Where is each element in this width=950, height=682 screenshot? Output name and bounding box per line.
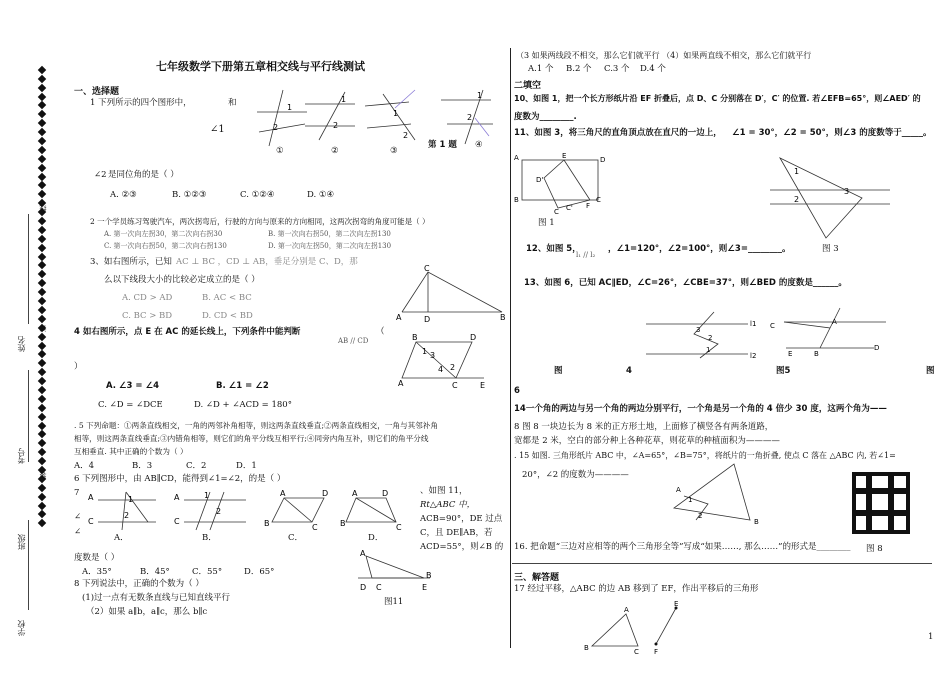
q16-text: 16. 把命题“三边对应相等的两个三角形全等”写成“如果……, 那么……”的形式是________ xyxy=(514,542,851,552)
q7-condition: Rt△ABC 中， xyxy=(420,500,476,510)
svg-text:2: 2 xyxy=(467,113,473,122)
q1-tail: 是同位角的是（ ） xyxy=(108,170,179,180)
svg-text:B: B xyxy=(754,518,759,526)
section-fill-heading: 二填空 xyxy=(514,81,542,91)
q7-angle-b: ∠ xyxy=(74,527,82,537)
svg-text:B: B xyxy=(426,571,432,580)
q4-option-a: A. ∠3 = ∠4 xyxy=(106,381,160,391)
q2-option-d: D. 第一次向左拐50，第二次向左拐130 xyxy=(268,242,392,250)
svg-text:2: 2 xyxy=(794,195,800,204)
q5-text3: 互相垂直. 其中正确的个数为（ ） xyxy=(74,447,188,456)
figure-8-caption: 图 8 xyxy=(866,544,883,554)
q7-num: 7 xyxy=(74,488,80,498)
svg-text:D: D xyxy=(470,333,477,342)
svg-text:2: 2 xyxy=(708,334,713,342)
svg-text:C: C xyxy=(88,517,94,526)
svg-text:A: A xyxy=(514,154,519,162)
svg-text:C: C xyxy=(312,523,318,532)
svg-text:1: 1 xyxy=(688,496,693,504)
svg-text:B: B xyxy=(412,333,418,342)
q8-option-c: C.3 个 xyxy=(604,64,630,74)
q1-fig-label-2: ② xyxy=(331,146,339,156)
class-label: 班级 xyxy=(17,534,26,550)
svg-text:E: E xyxy=(674,600,679,608)
svg-text:C: C xyxy=(424,264,430,273)
svg-text:l2: l2 xyxy=(750,352,757,360)
figure-8 xyxy=(852,472,910,534)
q6-figures xyxy=(86,488,406,532)
q6-label-d: D． xyxy=(368,533,384,543)
svg-text:D: D xyxy=(382,489,389,498)
q7-option-a: A．35° xyxy=(82,567,112,577)
svg-text:A: A xyxy=(174,493,180,502)
svg-text:C: C xyxy=(634,648,639,656)
q8-option-a: A.1 个 xyxy=(528,64,554,74)
q3-option-b: B. AC < BC xyxy=(202,293,252,303)
svg-text:C': C' xyxy=(566,204,573,212)
svg-text:2: 2 xyxy=(216,507,222,516)
q1-figures xyxy=(255,88,505,158)
q4-condition: AB // CD xyxy=(338,337,369,345)
q2-text: 2 一个学员练习驾驶汽车，两次拐弯后，行驶的方向与原来的方向相同，这两次拐弯的角度可能是（ ） xyxy=(90,217,430,226)
svg-text:2: 2 xyxy=(273,123,279,132)
svg-text:3: 3 xyxy=(696,326,701,334)
q1-fig-label-4: ④ xyxy=(475,140,483,150)
q2-option-b: B. 第一次向右拐50，第二次向左拐130 xyxy=(268,230,391,238)
q7-line3: ACD=55°，则∠B 的 xyxy=(420,542,504,552)
q5-option-d: D．1 xyxy=(236,461,257,471)
q4-paren-close: ） xyxy=(74,362,83,372)
q8-option-d: D.4 个 xyxy=(640,64,666,74)
figure-3 xyxy=(766,152,890,240)
q7-line2: C，且 DE∥AB，若 xyxy=(420,528,493,538)
svg-text:B: B xyxy=(814,350,819,358)
q11-condition: ∠1 = 30°，∠2 = 50°，则∠3 的度数等于_____。 xyxy=(732,128,932,138)
figure-15 xyxy=(666,462,766,528)
q2-option-a: A. 第一次向左拐30，第二次向右拐30 xyxy=(104,230,223,238)
q3-text: 3、如右图所示，已知 xyxy=(90,257,172,267)
seal-mark: 订 xyxy=(39,325,47,332)
q1-angle1: ∠1 xyxy=(210,124,225,135)
q5-text: . 5 下列命题：①两条直线相交，一角的两邻补角相等，则这两条直线垂直;②两条直线相交，一角与其邻补角 xyxy=(74,421,438,430)
svg-text:E: E xyxy=(788,350,793,358)
q1-fig-label-1: ① xyxy=(276,146,284,156)
q1-option-a: A. ②③ xyxy=(110,190,137,200)
q1-text: 1 下列所示的四个图形中， xyxy=(90,98,192,108)
q1-option-b: B. ①②③ xyxy=(172,190,207,200)
q3-option-c: C. BC > BD xyxy=(122,311,173,321)
q4-paren-open: （ xyxy=(376,327,385,337)
q3-option-a: A. CD > AD xyxy=(122,293,173,303)
svg-text:C: C xyxy=(554,208,559,216)
figure-caption-6: 6 xyxy=(514,386,520,396)
q7-option-c: C．55° xyxy=(192,567,223,577)
figure-caption-4-prefix: 图 xyxy=(554,366,563,376)
svg-text:A: A xyxy=(280,489,286,498)
figure-3-caption: 图 3 xyxy=(822,244,839,254)
q13-text: 13、如图 6，已知 AC∥ED，∠C=26°，∠CBE=37°，则∠BED 的度数是______。 xyxy=(524,278,847,288)
q6-label-a: A． xyxy=(114,533,129,543)
q3-option-d: D. CD < BD xyxy=(202,311,253,321)
svg-text:E: E xyxy=(422,583,428,592)
svg-text:1: 1 xyxy=(422,347,428,356)
svg-text:D: D xyxy=(874,344,880,352)
svg-text:A: A xyxy=(832,318,837,326)
svg-text:1: 1 xyxy=(393,109,399,118)
svg-text:D': D' xyxy=(536,176,544,184)
figure-5 xyxy=(644,310,762,360)
section-rule xyxy=(512,563,932,564)
q14-text: 14一个角的两边与另一个角的两边分别平行，一个角是另一个角的 4 倍少 30 度，这两个角为—— xyxy=(514,404,887,414)
q7-angle-a: ∠ xyxy=(74,512,82,522)
q1-angle2: ∠2 xyxy=(94,170,107,180)
q1-option-c: C. ①②④ xyxy=(240,190,275,200)
q1-option-d: D. ①④ xyxy=(307,190,335,200)
q12-text2: ，∠1=120°，∠2=100°，则∠3=________。 xyxy=(608,244,791,254)
q8-statement34: （3 如果两线段不相交，那么它们就平行 （4）如果两直线不相交，那么它们就平行 xyxy=(516,51,812,60)
svg-text:4: 4 xyxy=(438,365,444,374)
q17-text: 17 经过平移，△ABC 的边 AB 移到了 EF，作出平移后的三角形 xyxy=(514,584,759,594)
q1-and: 和 xyxy=(228,98,237,108)
column-divider xyxy=(510,48,511,648)
q11-text: 11、如图 3，将三角尺的直角顶点放在直尺的一边上， xyxy=(514,128,722,138)
q4-option-c: C. ∠D = ∠DCE xyxy=(98,400,163,410)
figure-caption-5: 图5 xyxy=(776,366,791,376)
svg-text:E: E xyxy=(562,152,567,160)
svg-text:D: D xyxy=(424,315,431,324)
svg-text:A: A xyxy=(624,606,629,614)
q4-option-b: B. ∠1 = ∠2 xyxy=(216,381,269,391)
q15-text: . 15 如图. 三角形纸片 ABC 中，∠A=65°，∠B=75°，将纸片的一角折叠, 使点 C 落在 △ABC 内, 若∠1= xyxy=(514,451,896,460)
svg-text:B: B xyxy=(514,196,519,204)
svg-text:D: D xyxy=(360,583,367,592)
svg-text:A: A xyxy=(676,486,681,494)
svg-text:B: B xyxy=(584,644,589,652)
q3-condition: AC ⊥ BC ，CD ⊥ AB，垂足分别是 C、D，那 xyxy=(176,257,358,267)
q8-statement1: (1)过一点有无数条直线与已知直线平行 xyxy=(82,593,231,603)
q7-option-d: D．65° xyxy=(244,567,275,577)
page-title: 七年级数学下册第五章相交线与平行线测试 xyxy=(156,60,365,73)
margin-line xyxy=(28,520,29,610)
margin-line xyxy=(28,214,29,324)
svg-text:C: C xyxy=(396,523,402,532)
figure-caption-4: 4 xyxy=(626,366,632,376)
svg-text:1: 1 xyxy=(204,491,210,500)
svg-text:2: 2 xyxy=(333,121,339,130)
svg-text:C: C xyxy=(376,583,382,592)
q7-line1: ACB=90°，DE 过点 xyxy=(420,514,503,524)
q6-label-b: B． xyxy=(202,533,217,543)
q4-option-d: D. ∠D + ∠ACD = 180° xyxy=(194,400,292,410)
figure-6 xyxy=(770,302,888,364)
q4-figure xyxy=(398,333,508,390)
school-label: 学校 xyxy=(17,620,26,636)
figure-caption-6-prefix: 图 xyxy=(926,366,935,376)
svg-text:3: 3 xyxy=(430,351,436,360)
svg-text:A: A xyxy=(88,493,94,502)
q12-text: 12、如图 5， xyxy=(526,244,581,254)
svg-text:B: B xyxy=(264,519,270,528)
svg-text:2: 2 xyxy=(124,511,130,520)
margin-line xyxy=(28,370,29,462)
binding-diamonds xyxy=(39,64,49,529)
svg-text:D: D xyxy=(600,156,606,164)
q8-option-b: B.2 个 xyxy=(566,64,592,74)
svg-text:1: 1 xyxy=(477,91,483,100)
svg-text:1: 1 xyxy=(287,103,293,112)
q15-text2: 20°，∠2 的度数为———— xyxy=(522,470,629,480)
svg-text:2: 2 xyxy=(698,512,703,520)
svg-text:3: 3 xyxy=(844,187,850,196)
q1-fig-caption: 第 1 题 xyxy=(428,140,457,150)
svg-text:1: 1 xyxy=(341,95,347,104)
svg-text:F: F xyxy=(586,202,591,210)
q2-option-c: C. 第一次向右拐50，第二次向右拐130 xyxy=(104,242,227,250)
figure-1 xyxy=(514,150,604,216)
figure-17 xyxy=(580,600,690,658)
svg-text:2: 2 xyxy=(450,363,456,372)
section-choice-heading: 一、选择题 xyxy=(74,87,120,97)
q5-option-a: A．4 xyxy=(74,461,95,471)
svg-text:1: 1 xyxy=(794,167,800,176)
svg-text:B: B xyxy=(340,519,346,528)
exam-no-label: 考号 xyxy=(17,448,26,464)
page-number: 1 xyxy=(928,632,934,642)
svg-text:B: B xyxy=(500,313,506,322)
bind-mark: 装 xyxy=(39,472,47,479)
q5-text2: 相等，则这两条直线垂直;③内错角相等，则它们的角平分线互相平行;④同旁内角互补，则它们的角平分线 xyxy=(74,434,429,443)
svg-text:A: A xyxy=(398,379,404,388)
q10-text2: 度数为________. xyxy=(514,112,577,122)
svg-text:F: F xyxy=(654,648,659,656)
svg-text:A: A xyxy=(396,313,402,322)
q7-line4: 度数是（ ） xyxy=(74,553,120,563)
q8-text: 8 下列说法中，正确的个数为（ ） xyxy=(74,579,204,589)
svg-text:2: 2 xyxy=(403,131,409,140)
q8b-text: 8 图 8 一块边长为 8 米的正方形土地，上面修了横竖各有两条道路， xyxy=(514,422,774,432)
line-mark: 线 xyxy=(39,205,47,212)
q8-statement2: （2）如果 a∥b，a∥c，那么 b∥c xyxy=(86,607,208,617)
q7-text: 、如图 11， xyxy=(420,486,468,496)
svg-text:A: A xyxy=(360,549,366,558)
figure-11-caption: 图11 xyxy=(384,597,404,607)
figure-1-caption: 图 1 xyxy=(538,218,555,228)
q4-text: 4 如右图所示，点 E 在 AC 的延长线上，下列条件中能判断 xyxy=(74,327,301,337)
q10-text: 10、如图 1，把一个长方形纸片沿 EF 折叠后，点 D、C 分别落在 D′，C′ 的位置. 若∠EFB=65°，则∠AED′ 的 xyxy=(514,94,921,103)
q5-option-c: C．2 xyxy=(186,461,207,471)
q3-figure xyxy=(396,266,508,324)
name-label: 姓名 xyxy=(17,336,26,352)
q1-fig-label-3: ③ xyxy=(390,146,398,156)
svg-text:D: D xyxy=(322,489,329,498)
svg-text:1: 1 xyxy=(128,495,134,504)
q7-option-b: B．45° xyxy=(140,567,170,577)
q8b-text2: 宽都是 2 米，空白的部分种上各种花草，则花草的种植面积为———— xyxy=(514,436,780,446)
svg-text:A: A xyxy=(352,489,358,498)
svg-text:C: C xyxy=(452,381,458,390)
svg-text:1: 1 xyxy=(706,346,711,354)
svg-text:C: C xyxy=(174,517,180,526)
figure-11 xyxy=(354,548,438,590)
q6-text: 6 下列图形中，由 AB∥CD，能得到∠1=∠2，的是（ ） xyxy=(74,474,286,484)
q5-option-b: B．3 xyxy=(132,461,153,471)
svg-text:E: E xyxy=(480,381,486,390)
svg-text:C: C xyxy=(596,196,601,204)
q3-text2: 么以下线段大小的比较必定成立的是（ ） xyxy=(104,275,260,285)
svg-text:C: C xyxy=(770,322,775,330)
q6-label-c: C． xyxy=(288,533,304,543)
q12-condition: l₁ // l₂ xyxy=(576,251,596,259)
section-answer-heading: 三、解答题 xyxy=(514,573,560,583)
svg-text:l1: l1 xyxy=(750,320,757,328)
